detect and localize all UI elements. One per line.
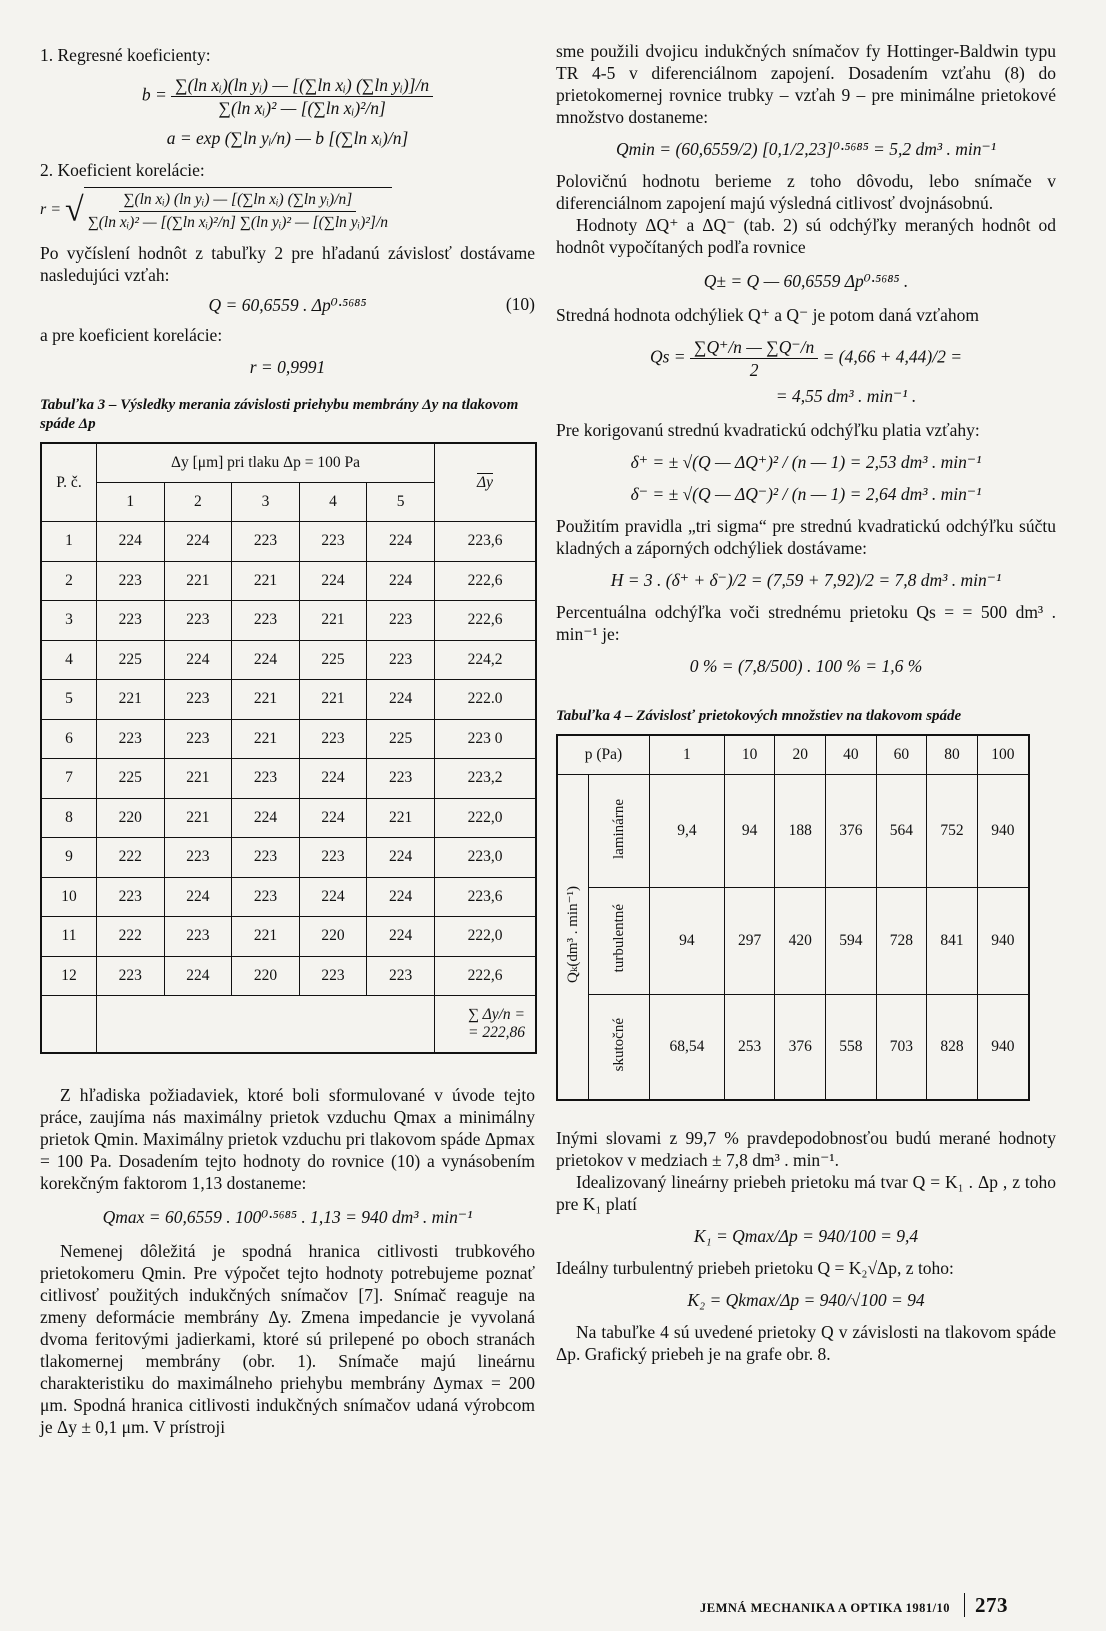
table-4-row-label-cell — [589, 995, 650, 1101]
equation-delta-minus: δ⁻ = ± √(Q — ΔQ⁻)² / (n — 1) = 2,64 dm³ . min⁻¹ — [630, 484, 982, 504]
equation-10: Q = 60,6559 . Δp⁰·⁵⁶⁸⁵ — [208, 295, 367, 315]
table-row — [41, 640, 536, 680]
table-4-value-cell: 9,4 — [650, 775, 725, 888]
table-3-subheader-cell: 1 — [97, 483, 165, 522]
paragraph-result: Po vyčíslení hodnôt z tabuľky 2 pre hľadanú závislosť dostávame nasledujúci vzťah: — [40, 243, 535, 285]
table-3-value-cell: 225 — [97, 759, 165, 799]
paragraph-turbulent: Ideálny turbulentný priebeh prietoku Q = K₂√Δp, z toho: — [556, 1258, 954, 1278]
table-3-value-cell: 221 — [164, 561, 232, 601]
table-3-value-cell: 222 — [97, 917, 165, 957]
table-row — [557, 775, 1029, 888]
table-3-value-cell: 224 — [367, 561, 435, 601]
paragraph-qmax: Z hľadiska požiadaviek, ktoré boli sformulované v úvode tejto práce, zaujíma nás maximálny prietok vzduchu Qmax a minimálny prietok Qmin. Maximálny prietok vzduchu pri tlakovom spáde Δpmax = 100 Pa. Dosadením tejto hodnoty do rovnice (10) a vynásobením korekčným faktorom 1,13 dostaneme: — [40, 1085, 535, 1193]
section-heading-correlation: 2. Koeficient korelácie: — [40, 160, 205, 180]
table-4-value-cell: 728 — [876, 888, 927, 995]
table-4-row-label: skutočné — [610, 1017, 627, 1072]
equation-r-fraction — [84, 187, 392, 234]
table-3-row-number: 5 — [41, 680, 97, 720]
table-4-header-cell: 100 — [977, 735, 1029, 775]
equation-percentage: 0 % = (7,8/500) . 100 % = 1,6 % — [689, 656, 923, 676]
equation-r-denominator: ∑(ln xᵢ)² — [(∑ln xᵢ)²/n] ∑(ln yᵢ)² — [(∑ln yᵢ)²]/n — [87, 214, 389, 231]
equation-b — [40, 74, 535, 119]
equation-qs-lhs: Qs = — [649, 346, 686, 367]
equation-qs-fraction — [690, 336, 818, 381]
table-3-header-pc: P. č. — [41, 443, 97, 522]
paragraph-three-sigma: Použitím pravidla „tri sigma“ pre strednú kvadratickú odchýľku súčtu kladných a záporných odchýliek dostávame: — [556, 516, 1056, 558]
table-3-value-cell: 224 — [367, 917, 435, 957]
table-3-value-cell: 220 — [299, 917, 367, 957]
right-column — [556, 40, 1056, 1365]
table-3-value-cell: 223 — [367, 601, 435, 641]
table-3-header-row — [41, 443, 536, 483]
table-3-mean-cell: 223,6 — [435, 877, 537, 917]
table-4-value-cell: 752 — [927, 775, 978, 888]
table-4-value-cell: 188 — [775, 775, 826, 888]
table-row — [41, 877, 536, 917]
table-3-mean-cell: 223,6 — [435, 522, 537, 562]
table-4-header-cell: 60 — [876, 735, 927, 775]
table-3-value-cell: 225 — [367, 719, 435, 759]
table-3-value-cell: 221 — [164, 798, 232, 838]
table-4-value-cell: 940 — [977, 995, 1029, 1101]
paragraph-percentage: Percentuálna odchýľka voči strednému prietoku Qs = = 500 dm³ . min⁻¹ je: — [556, 602, 1056, 644]
equation-b-lhs: b = — [141, 84, 167, 105]
table-3-value-cell: 221 — [299, 680, 367, 720]
table-3-row-number: 2 — [41, 561, 97, 601]
table-3-subheader-cell: 3 — [232, 483, 300, 522]
table-4-value-cell: 297 — [724, 888, 775, 995]
table-3-value-cell: 223 — [164, 719, 232, 759]
table-3-row-number: 12 — [41, 956, 97, 996]
table-3-value-cell: 223 — [299, 719, 367, 759]
table-3-value-cell: 223 — [97, 601, 165, 641]
paragraph-half-value: Polovičnú hodnotu berieme z toho dôvodu, lebo snímače v diferenciálnom zapojení majú výsledná citlivosť dvojnásobnú. — [556, 171, 1056, 213]
equation-qs-denominator: 2 — [749, 360, 759, 380]
table-3-mean-cell: 223,0 — [435, 838, 537, 878]
table-3-value-cell: 223 — [299, 838, 367, 878]
table-row — [41, 917, 536, 957]
table-4-value-cell: 703 — [876, 995, 927, 1101]
equation-h: H = 3 . (δ⁺ + δ⁻)/2 = (7,59 + 7,92)/2 = 7,8 dm³ . min⁻¹ — [610, 570, 1002, 590]
table-3-value-cell: 224 — [367, 680, 435, 720]
page-number: 273 — [964, 1593, 1008, 1617]
table-3-value-cell: 223 — [232, 601, 300, 641]
table-3-value-cell: 224 — [164, 956, 232, 996]
equation-r — [40, 187, 535, 234]
table-3-value-cell: 221 — [232, 917, 300, 957]
table-3-header-mean — [435, 443, 537, 522]
table-3-row-number: 6 — [41, 719, 97, 759]
equation-q-pm: Q± = Q — 60,6559 Δp⁰·⁵⁶⁸⁵ . — [703, 271, 909, 291]
left-column — [40, 40, 535, 1438]
table-3-mean-cell: 222,6 — [435, 601, 537, 641]
table-3-value-cell: 224 — [164, 522, 232, 562]
table-3-sum-cell — [435, 996, 537, 1054]
table-3-value-cell: 223 — [97, 561, 165, 601]
table-3-value-cell: 223 — [232, 522, 300, 562]
table-3-row-number: 1 — [41, 522, 97, 562]
equation-qmin: Qmin = (60,6559/2) [0,1/2,23]⁰·⁵⁶⁸⁵ = 5,2 dm³ . min⁻¹ — [616, 139, 996, 159]
table-3-row-number: 3 — [41, 601, 97, 641]
table-4-row-label: laminárne — [610, 798, 627, 859]
table-4-value-cell: 940 — [977, 775, 1029, 888]
equation-qmax: Qmax = 60,6559 . 100⁰·⁵⁶⁸⁵ . 1,13 = 940 dm³ . min⁻¹ — [102, 1207, 473, 1227]
equation-k2: K₂ = Qkmax/Δp = 940/√100 = 94 — [687, 1290, 925, 1310]
table-3-subheader-cell: 2 — [164, 483, 232, 522]
page-footer — [700, 1593, 1008, 1618]
table-row — [557, 995, 1029, 1101]
table-3-value-cell: 222 — [97, 838, 165, 878]
table-4-value-cell: 564 — [876, 775, 927, 888]
table-3-value-cell: 221 — [232, 680, 300, 720]
table-row — [41, 798, 536, 838]
paragraph-correlation: a pre koeficient korelácie: — [40, 325, 223, 345]
equation-delta-plus: δ⁺ = ± √(Q — ΔQ⁺)² / (n — 1) = 2,53 dm³ . min⁻¹ — [630, 452, 982, 472]
table-3-mean-cell: 222,6 — [435, 561, 537, 601]
table-3-caption: Tabuľka 3 – Výsledky merania závislosti priehybu membrány Δy na tlakovom spáde Δp — [40, 397, 519, 432]
table-3-mean-cell: 223,2 — [435, 759, 537, 799]
table-4-caption: Tabuľka 4 – Závislosť prietokových množstiev na tlakovom spáde — [556, 708, 962, 724]
equation-10-row — [40, 294, 535, 316]
table-3-value-cell: 224 — [232, 798, 300, 838]
table-3-subheader-cell: 4 — [299, 483, 367, 522]
table-3-value-cell: 224 — [299, 759, 367, 799]
section-heading-regression: 1. Regresné koeficienty: — [40, 45, 211, 65]
equation-r-value: r = 0,9991 — [249, 357, 326, 377]
table-4-value-cell: 828 — [927, 995, 978, 1101]
table-4-row-label-cell — [589, 888, 650, 995]
table-4-value-cell: 253 — [724, 995, 775, 1101]
equation-b-fraction — [171, 74, 433, 119]
table-3-value-cell: 224 — [367, 838, 435, 878]
table-4-row-label: turbulentné — [610, 904, 627, 973]
table-row — [41, 522, 536, 562]
table-4-axis-label-cell — [557, 775, 589, 1101]
table-3-mean-cell: 224,2 — [435, 640, 537, 680]
table-3-mean-cell: 222,0 — [435, 917, 537, 957]
table-3-value-cell: 221 — [232, 561, 300, 601]
table-3-mean-cell: 222.0 — [435, 680, 537, 720]
table-3-value-cell: 220 — [97, 798, 165, 838]
equation-r-numerator: ∑(ln xᵢ) (ln yᵢ) — [(∑ln xᵢ) (∑ln yᵢ)/n] — [119, 189, 356, 212]
table-3-value-cell: 223 — [97, 719, 165, 759]
table-4-value-cell: 558 — [826, 995, 877, 1101]
table-3-sum-row — [41, 996, 536, 1054]
table-4-header-cell: 40 — [826, 735, 877, 775]
table-3-value-cell: 223 — [232, 759, 300, 799]
table-3-value-cell: 223 — [232, 838, 300, 878]
table-row — [41, 561, 536, 601]
table-3-value-cell: 224 — [299, 561, 367, 601]
paragraph-linear: Idealizovaný lineárny priebeh prietoku má tvar Q = K₁ . Δp , z toho pre K₁ platí — [556, 1172, 1056, 1214]
table-4-row-label-cell — [589, 775, 650, 888]
table-3-value-cell: 221 — [299, 601, 367, 641]
table-3-value-cell: 221 — [232, 719, 300, 759]
table-3-value-cell: 224 — [299, 877, 367, 917]
equation-number: (10) — [505, 294, 535, 314]
table-4-value-cell: 940 — [977, 888, 1029, 995]
table-3 — [40, 442, 537, 1054]
table-3-row-number: 11 — [41, 917, 97, 957]
table-3-value-cell: 221 — [97, 680, 165, 720]
table-3-value-cell: 224 — [164, 877, 232, 917]
table-4-value-cell: 94 — [650, 888, 725, 995]
table-4-header-cell: 10 — [724, 735, 775, 775]
table-row — [41, 759, 536, 799]
table-row — [41, 956, 536, 996]
table-4-header-cell: 20 — [775, 735, 826, 775]
table-3-value-cell: 223 — [367, 759, 435, 799]
table-3-row-number: 8 — [41, 798, 97, 838]
table-3-value-cell: 225 — [299, 640, 367, 680]
table-row — [41, 680, 536, 720]
table-3-value-cell: 220 — [232, 956, 300, 996]
table-3-value-cell: 223 — [164, 601, 232, 641]
table-3-value-cell: 223 — [299, 956, 367, 996]
table-3-value-cell: 221 — [367, 798, 435, 838]
table-3-mean-cell: 222,0 — [435, 798, 537, 838]
table-4-header-cell: 80 — [927, 735, 978, 775]
table-4-value-cell: 420 — [775, 888, 826, 995]
table-3-value-cell: 223 — [97, 956, 165, 996]
paragraph-deviations: Hodnoty ΔQ⁺ a ΔQ⁻ (tab. 2) sú odchýľky meraných hodnôt od hodnôt vypočítaných podľa rovnice — [556, 215, 1056, 257]
table-4-header-row — [557, 735, 1029, 775]
table-3-value-cell: 223 — [97, 877, 165, 917]
equation-a: a = exp (∑ln yᵢ/n) — b [(∑ln xᵢ)/n] — [166, 128, 409, 148]
table-3-sum-line1: ∑ Δy/n = — [467, 1006, 525, 1023]
table-row — [41, 719, 536, 759]
paragraph-confidence: Inými slovami z 99,7 % pravdepodobnosťou budú merané hodnoty prietokov v medziach ± 7,8 dm³ . min⁻¹. — [556, 1128, 1056, 1170]
table-3-value-cell: 221 — [164, 759, 232, 799]
table-3-row-number: 4 — [41, 640, 97, 680]
table-row — [557, 888, 1029, 995]
table-4-value-cell: 376 — [775, 995, 826, 1101]
table-row — [41, 838, 536, 878]
equation-qs-rhs: = (4,66 + 4,44)/2 = — [822, 346, 963, 367]
table-3-value-cell: 224 — [299, 798, 367, 838]
table-3-row-number: 9 — [41, 838, 97, 878]
table-4-header-p: p (Pa) — [557, 735, 650, 775]
paragraph-table4-ref: Na tabuľke 4 sú uvedené prietoky Q v závislosti na tlakovom spáde Δp. Grafický priebeh je na grafe obr. 8. — [556, 1322, 1056, 1364]
paragraph-sensors: sme použili dvojicu indukčných snímačov fy Hottinger-Baldwin typu TR 4-5 v diferenciálnom zapojení. Dosadením vzťahu (8) do prietokomernej rovnice trubky – vzťah 9 – pre minimálne prietokové množstvo dostaneme: — [556, 41, 1056, 127]
table-3-header-mean-label: $\overline{\Delta y}$ — [477, 473, 493, 491]
table-3-value-cell: 224 — [97, 522, 165, 562]
table-3-mean-cell: 223 0 — [435, 719, 537, 759]
table-3-value-cell: 223 — [232, 877, 300, 917]
table-row — [41, 601, 536, 641]
table-4 — [556, 734, 1030, 1101]
table-3-subheader-cell: 5 — [367, 483, 435, 522]
sqrt-icon: √ — [65, 191, 84, 229]
equation-b-numerator: ∑(ln xᵢ)(ln yᵢ) — [(∑ln xᵢ) (∑ln yᵢ)]/n — [171, 74, 433, 97]
table-4-header-cell: 1 — [650, 735, 725, 775]
table-3-value-cell: 224 — [367, 522, 435, 562]
equation-r-lhs: r = — [40, 201, 62, 219]
table-3-value-cell: 225 — [97, 640, 165, 680]
table-3-value-cell: 223 — [164, 680, 232, 720]
table-3-value-cell: 223 — [299, 522, 367, 562]
table-3-value-cell: 224 — [164, 640, 232, 680]
equation-qs — [556, 336, 1056, 381]
equation-b-denominator: ∑(ln xᵢ)² — [(∑ln xᵢ)²/n] — [218, 98, 386, 118]
table-4-value-cell: 68,54 — [650, 995, 725, 1101]
table-4-axis-label: Qₖ(dm³ . min⁻¹) — [565, 886, 581, 983]
table-3-value-cell: 224 — [367, 877, 435, 917]
journal-name: JEMNÁ MECHANIKA A OPTIKA 1981/10 — [700, 1601, 951, 1615]
table-3-row-number: 7 — [41, 759, 97, 799]
paragraph-mean-deviation: Stredná hodnota odchýliek Q⁺ a Q⁻ je potom daná vzťahom — [556, 305, 979, 325]
table-3-row-number: 10 — [41, 877, 97, 917]
table-3-value-cell: 223 — [164, 917, 232, 957]
table-3-header-group: Δy [μm] pri tlaku Δp = 100 Pa — [97, 443, 435, 483]
table-3-value-cell: 223 — [367, 640, 435, 680]
table-3-mean-cell: 222,6 — [435, 956, 537, 996]
table-3-value-cell: 224 — [232, 640, 300, 680]
paragraph-qmin: Nemenej dôležitá je spodná hranica citlivosti trubkového prietokomeru Qmin. Pre výpočet tejto hodnoty potrebujeme poznať citlivosť použitých indukčných snímačov [7]. Snímač reaguje na zmeny deformácie membrány Δy. Zmena impedancie je vyvolaná dvoma feritovými jadierkami, ktoré sú prilepené po oboch stranách tlakomernej membrány (obr. 1). Snímače majú lineárnu charakteristiku do maximálneho priehybu membrány Δymax = 200 μm. Spodná hranica citlivosti indukčných snímačov udaná výrobcom je Δy ± 0,1 μm. V prístroji — [40, 1241, 535, 1437]
table-3-sum-line2: = 222,86 — [468, 1024, 525, 1041]
table-3-value-cell: 223 — [367, 956, 435, 996]
equation-k1: K₁ = Qmax/Δp = 940/100 = 9,4 — [693, 1226, 919, 1246]
table-4-value-cell: 841 — [927, 888, 978, 995]
table-4-value-cell: 94 — [724, 775, 775, 888]
paragraph-corrected-deviation: Pre korigovanú strednú kvadratickú odchýľku platia vzťahy: — [556, 420, 980, 440]
equation-qs-result: = 4,55 dm³ . min⁻¹ . — [775, 386, 917, 406]
equation-qs-numerator: ∑Q⁺/n — ∑Q⁻/n — [690, 336, 818, 359]
table-3-value-cell: 223 — [164, 838, 232, 878]
table-4-value-cell: 594 — [826, 888, 877, 995]
table-4-value-cell: 376 — [826, 775, 877, 888]
